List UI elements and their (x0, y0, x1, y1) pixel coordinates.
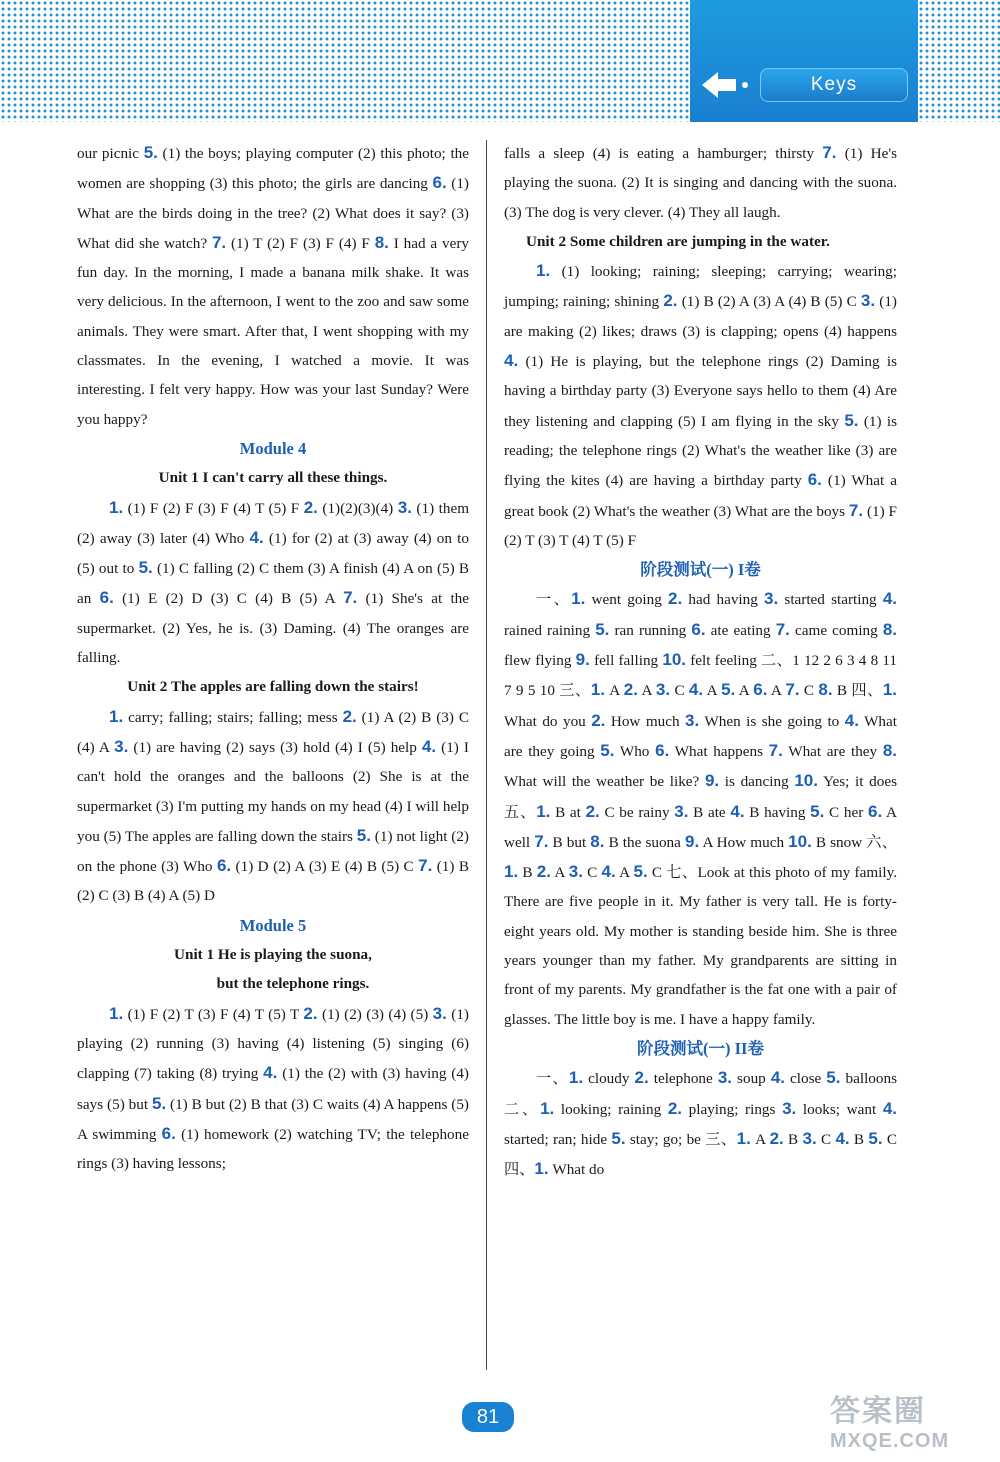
question-number: 6. (655, 740, 670, 760)
question-number: 7. (211, 232, 227, 252)
question-number: 4. (730, 801, 745, 821)
question-number: 1. (536, 261, 551, 281)
question-number: 1. (109, 497, 124, 517)
watermark-url: MXQE.COM (830, 1430, 950, 1452)
question-number: 2. (342, 706, 357, 726)
question-number: 6. (99, 588, 114, 608)
question-number: 5. (143, 143, 158, 162)
question-number: 6. (216, 856, 232, 876)
question-number: 5. (868, 1128, 883, 1148)
question-number: 5. (356, 825, 371, 845)
question-number: 6. (807, 470, 822, 490)
dotted-banner-right (918, 0, 1000, 122)
question-number: 7. (343, 588, 358, 608)
question-number: 7. (775, 619, 790, 639)
answer-text: 一、1. cloudy 2. telephone 3. soup 4. close 5. balloons 二、1. looking; raining 2. playing; rings 3. looks; want 4. started; ran; hide 5. stay; go; be 三、1. A 2. B 3. C 4. B 5. C 四、1. What do (504, 1068, 897, 1179)
question-number: 2. (585, 801, 600, 821)
question-number: 4. (249, 527, 264, 547)
question-number: 4. (504, 351, 519, 371)
answer-text: 1. (1) F (2) T (3) F (4) T (5) T 2. (1) (2) (3) (4) (5) 3. (1) playing (2) running (3) having (4) listening (5) singing (6) clapping (7) taking (8) trying 4. (1) the (2) with (3) having (4) says (5) but 5. (1) B but (2) B that (3) C waits (4) A happens (5) A swimming 6. (1) homework (2) watching TV; the telephone rings (3) having lessons; (77, 1003, 469, 1173)
question-number: 2. (591, 710, 606, 730)
question-number: 3. (764, 589, 779, 609)
right-column (504, 138, 897, 1184)
answer-text: 1. carry; falling; stairs; falling; mess 2. (1) A (2) B (3) C (4) A 3. (1) are having (2) says (3) hold (4) I (5) help 4. (1) I can't hold the oranges and the balloons (2) She is at the supermarket (3) I'm putting my hands on my head (4) I will help you (5) The apples are falling down the stairs 5. (1) not light (2) on the phone (3) Who 6. (1) D (2) A (3) E (4) B (5) C 7. (1) B (2) C (3) B (4) A (5) D (77, 706, 469, 905)
question-number: 1. (536, 801, 551, 821)
question-number: 1. (109, 1003, 124, 1023)
question-number: 4. (844, 710, 859, 730)
question-number: 1. (882, 680, 898, 700)
question-number: 1. (109, 706, 124, 726)
question-number: 6. (691, 619, 706, 639)
question-number: 2. (769, 1128, 784, 1148)
unit-heading: Unit 2 Some children are jumping in the water. (526, 232, 830, 250)
back-arrow-icon (700, 68, 740, 102)
question-number: 6. (161, 1123, 176, 1143)
question-number: 3. (802, 1128, 817, 1148)
answer-text: our picnic 5. (1) the boys; playing computer (2) this photo; the women are shopping (3) this photo; the girls are dancing 6. (1) What are the birds doing in the tree? (2) What does it say? (3) What did she watch? 7. (1) T (2) F (3) F (4) F 8. I had a very fun day. In the morning, I made a banana milk shake. It was very delicious. In the afternoon, I went to the zoo and saw some animals. They were smart. After that, I went shopping with my classmates. In the evening, I watched a movie. It was interesting. I felt very happy. How was your last Sunday? Were you happy? (77, 143, 470, 428)
question-number: 1. (504, 862, 519, 882)
question-number: 3. (860, 291, 876, 311)
question-number: 5. (826, 1068, 841, 1088)
test-heading: 阶段测试(一) II卷 (637, 1038, 764, 1058)
left-column (77, 138, 469, 1178)
question-number: 10. (788, 831, 812, 851)
answer-text: 1. (1) F (2) F (3) F (4) T (5) F 2. (1)(2)(3)(4) 3. (1) them (2) away (3) later (4) Who 4. (1) for (2) at (3) away (4) on to (5) out to 5. (1) C falling (2) C them (3) A finish (4) A on (5) B an 6. (1) E (2) D (3) C (4) B (5) A 7. (1) She's at the supermarket. (2) Yes, he is. (3) Daming. (4) The oranges are falling. (77, 497, 470, 667)
question-number: 7. (785, 680, 800, 700)
question-number: 10. (662, 650, 686, 670)
question-number: 6. (867, 801, 883, 821)
question-number: 10. (794, 771, 818, 791)
question-number: 3. (685, 710, 700, 730)
question-number: 2. (634, 1068, 649, 1088)
question-number: 5. (721, 680, 736, 700)
page-number: 81 (462, 1402, 514, 1432)
question-number: 5. (595, 619, 610, 639)
question-number: 7. (418, 856, 433, 876)
dotted-banner (0, 0, 700, 122)
question-number: 8. (590, 831, 605, 851)
question-number: 7. (848, 500, 864, 520)
question-number: 4. (770, 1068, 785, 1088)
question-number: 4. (601, 862, 616, 882)
unit-heading: Unit 1 I can't carry all these things. (158, 469, 388, 487)
keys-tab (690, 0, 918, 122)
question-number: 7. (534, 831, 549, 851)
question-number: 3. (717, 1068, 733, 1088)
test-heading: 阶段测试(一) I卷 (640, 560, 761, 580)
question-number: 2. (303, 497, 318, 517)
question-number: 5. (138, 558, 153, 578)
answer-text: 1. (1) looking; raining; sleeping; carrying; wearing; jumping; raining; shining 2. (1) B (2) A (3) A (4) B (5) C 3. (1) are making (2) likes; draws (3) is clapping; opens (4) happens 4. (1) He is playing, but the telephone rings (2) Daming is having a birthday party (3) Everyone says hello to them (4) Are they listening and clapping (5) I am flying in the sky 5. (1) is reading; the telephone rings (2) What's the weather like (3) are flying the kites (4) are having a birthday party 6. (1) What a great book (2) What's the weather (3) What are the boys 7. (1) F (2) T (3) T (4) T (5) F (504, 261, 898, 549)
question-number: 4. (421, 736, 437, 756)
question-number: 1. (571, 589, 586, 609)
question-number: 3. (674, 801, 689, 821)
question-number: 2. (668, 589, 683, 609)
question-number: 5. (611, 1128, 626, 1148)
question-number: 2. (667, 1098, 682, 1118)
answer-text: 一、1. went going 2. had having 3. started starting 4. rained raining 5. ran running 6. ate eating 7. came coming 8. flew flying 9. fell falling 10. felt feeling 二、1 12 2 6 3 4 8 11 7 9 5 10 三、1. A 2. A 3. C 4. A 5. A 6. A 7. C 8. B 四、1. What do you 2. How much 3. When is she going to 4. What are they going 5. Who 6. What happens 7. What are they 8. What will the weather be like? 9. is dancing 10. Yes; it does 五、1. B at 2. C be rainy 3. B ate 4. B having 5. C her 6. A well 7. B but 8. B the suona 9. A How much 10. B snow 六、1. B 2. A 3. C 4. A 5. C 七、Look at this photo of my family. There are five people in it. My father is very tall. He is forty-eight years old. My mother is standing beside him. She is three years younger than my father. My grandparents are sitting in front of my parents. My grandfather is the fat one with a pair of glasses. The little boy is me. I have a happy family. (504, 589, 898, 1028)
question-number: 4. (263, 1063, 278, 1083)
question-number: 1. (540, 1098, 555, 1118)
watermark-logo (830, 1386, 990, 1456)
module-heading: Module 5 (239, 915, 307, 935)
unit-heading-cont: but the telephone rings. (216, 975, 370, 993)
question-number: 8. (882, 619, 898, 639)
question-number: 9. (575, 650, 590, 670)
question-number: 5. (633, 862, 648, 882)
question-number: 1. (568, 1068, 584, 1088)
question-number: 8. (818, 680, 833, 700)
question-number: 6. (432, 173, 447, 193)
question-number: 2. (623, 680, 638, 700)
question-number: 3. (782, 1098, 797, 1118)
question-number: 3. (114, 736, 129, 756)
question-number: 1. (736, 1128, 751, 1148)
module-heading: Module 4 (239, 438, 307, 458)
unit-heading: Unit 1 He is playing the suona, (174, 946, 372, 964)
question-number: 4. (882, 1098, 897, 1118)
question-number: 1. (590, 680, 605, 700)
question-number: 2. (303, 1003, 318, 1023)
question-number: 5. (151, 1093, 167, 1113)
dot-icon (742, 82, 748, 88)
question-number: 4. (688, 680, 704, 700)
question-number: 5. (844, 410, 859, 430)
question-number: 2. (536, 862, 551, 882)
unit-heading: Unit 2 The apples are falling down the stairs! (127, 678, 419, 696)
question-number: 2. (663, 291, 678, 311)
column-divider (486, 140, 487, 1370)
question-number: 4. (882, 589, 897, 609)
question-number: 5. (810, 801, 825, 821)
question-number: 3. (655, 680, 671, 700)
question-number: 1. (534, 1159, 549, 1179)
keys-label: Keys (760, 68, 908, 102)
watermark-text: 答案圈 (830, 1395, 926, 1428)
question-number: 3. (432, 1003, 447, 1023)
answer-text: falls a sleep (4) is eating a hamburger; thirsty 7. (1) He's playing the suona. (2) It is singing and dancing with the suona. (3) The dog is very clever. (4) They all laugh. (504, 143, 897, 221)
question-number: 3. (397, 497, 412, 517)
question-number: 8. (882, 740, 897, 760)
question-number: 8. (374, 232, 389, 252)
question-number: 7. (822, 143, 837, 162)
question-number: 7. (768, 740, 783, 760)
question-number: 9. (685, 831, 700, 851)
question-number: 5. (600, 740, 615, 760)
question-number: 6. (753, 680, 768, 700)
question-number: 9. (704, 771, 720, 791)
question-number: 3. (568, 862, 583, 882)
question-number: 4. (835, 1128, 850, 1148)
